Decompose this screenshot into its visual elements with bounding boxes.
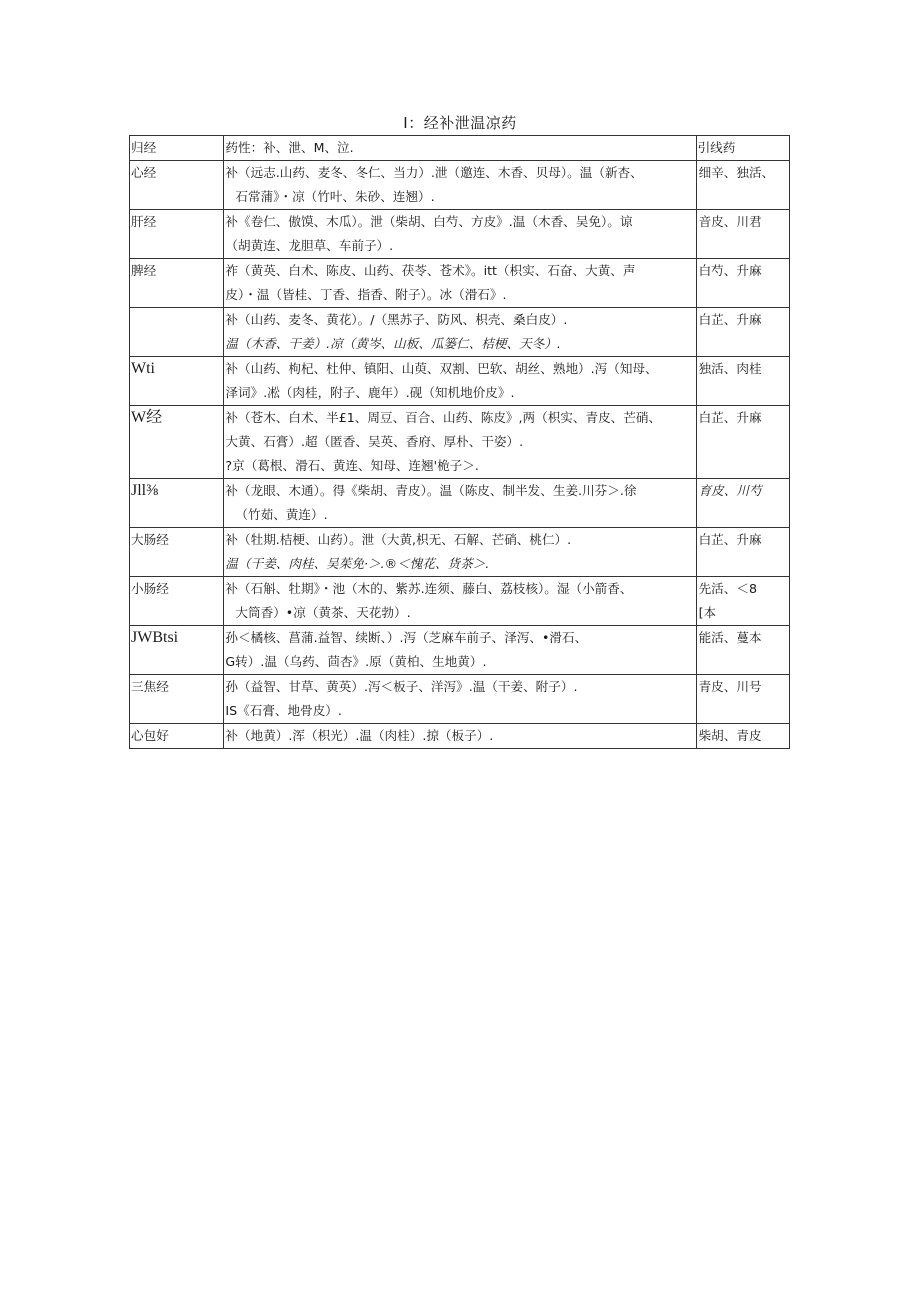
nature-cell: 祚（黄英、白术、陈皮、山药、茯苓、苍术》。itt（枳实、石奋、大黄、声 皮）・温（皆桂、丁香、指香、附子）。冰（滑石》. xyxy=(224,259,696,308)
guide-cell: 白芷、升麻 xyxy=(696,528,789,577)
meridian-cell xyxy=(130,308,224,357)
meridian-cell: Wti xyxy=(130,357,224,406)
meridian-cell: Jll⅜ xyxy=(130,479,224,528)
table-row xyxy=(130,357,790,406)
table-row xyxy=(130,479,790,528)
meridian-cell: 三焦经 xyxy=(130,675,224,724)
guide-cell: 白芷、升麻 xyxy=(696,406,789,479)
meridian-cell: 心包好 xyxy=(130,724,224,749)
table-row xyxy=(130,406,790,479)
nature-cell: 孙（益智、甘草、黄英）.泻＜板子、洋泻》.温（干姜、附子）. IS《石膏、地骨皮）. xyxy=(224,675,696,724)
table-row xyxy=(130,724,790,749)
guide-cell: 柴胡、青皮 xyxy=(696,724,789,749)
nature-cell: 补（苍木、白术、半£1、周豆、百合、山药、陈皮》,两（枳实、青皮、芒硝、 大黄、石膏）.超（匿香、吴英、香府、厚朴、干姿）. ?京（葛根、滑石、黄连、知母、连翘'桅子＞. xyxy=(224,406,696,479)
header-meridian: 归经 xyxy=(130,136,224,161)
meridian-cell: 肝经 xyxy=(130,210,224,259)
meridian-cell: 脾经 xyxy=(130,259,224,308)
guide-cell: 细辛、独活、 xyxy=(696,161,789,210)
page-title: I：经补泄温凉药 xyxy=(403,114,517,132)
header-nature: 药性：补、泄、M、泣. xyxy=(224,136,696,161)
table-row xyxy=(130,210,790,259)
table-row xyxy=(130,626,790,675)
guide-cell: 白芷、升麻 xyxy=(696,308,789,357)
guide-cell: 育皮、川芍 xyxy=(696,479,789,528)
meridian-cell: 小肠经 xyxy=(130,577,224,626)
herb-table xyxy=(129,135,790,749)
meridian-cell: 心经 xyxy=(130,161,224,210)
nature-cell: 补（山药、枸杞、杜仲、镇阳、山萸、双割、巴软、胡丝、熟地）.泻（知母、 泽词》.凇（肉桂，附子、鹿年）.砚（知机地价皮》. xyxy=(224,357,696,406)
nature-cell: 补（地黄）.浑（枳光）.温（肉桂）.掠（板子）. xyxy=(224,724,696,749)
header-guide: 引线药 xyxy=(696,136,789,161)
meridian-cell: 大肠经 xyxy=(130,528,224,577)
nature-cell: 孙＜橘核、菖蒲.益智、续断、）.泻（芝麻车前子、泽泻、•滑石、 G转）.温（乌药、茴杏》.原（黄柏、生地黄）. xyxy=(224,626,696,675)
table-row xyxy=(130,528,790,577)
guide-cell: 先活、＜8 [本 xyxy=(696,577,789,626)
table-header-row xyxy=(130,136,790,161)
meridian-cell: W经 xyxy=(130,406,224,479)
guide-cell: 白芍、升麻 xyxy=(696,259,789,308)
guide-cell: 独活、肉桂 xyxy=(696,357,789,406)
table-row xyxy=(130,577,790,626)
guide-cell: 能活、蔓本 xyxy=(696,626,789,675)
guide-cell: 青皮、川号 xyxy=(696,675,789,724)
guide-cell: 音皮、川君 xyxy=(696,210,789,259)
nature-cell: 补（山药、麦冬、黄花）。/（黑苏子、防风、枳壳、桑白皮）. 温（木香、干姜）.凉（黄岑、山板、瓜篓仁、桔梗、天冬）. xyxy=(224,308,696,357)
nature-cell: 补《卷仁、傲馍、木瓜）。泄（柴胡、白芍、方皮》.温（木香、吴免）。谅 （胡黄连、龙胆草、车前子）. xyxy=(224,210,696,259)
table-row xyxy=(130,161,790,210)
nature-cell: 补（远志.山药、麦冬、冬仁、当力）.泄（邀连、木香、贝母）。温（新杏、 石常蒲》・凉（竹叶、朱砂、连翘）. xyxy=(224,161,696,210)
meridian-cell: JWBtsi xyxy=(130,626,224,675)
table-row xyxy=(130,675,790,724)
table-row xyxy=(130,308,790,357)
nature-cell: 补（牡期.桔梗、山药）。泄（大黄,枳无、石解、芒硝、桃仁）. 温（干姜、肉桂、吴茱免·＞.®＜愧花、货茶＞. xyxy=(224,528,696,577)
table-row xyxy=(130,259,790,308)
nature-cell: 补（龙眼、木通）。得《柴胡、青皮）。温（陈皮、制半发、生姜.川芬＞.徐 （竹茹、黄连）. xyxy=(224,479,696,528)
nature-cell: 补（石斛、牡期》・池（木的、紫苏.连须、藤白、荔枝核）。湿（小箭香、 大筒香）•凉（黄茶、天花勃）. xyxy=(224,577,696,626)
